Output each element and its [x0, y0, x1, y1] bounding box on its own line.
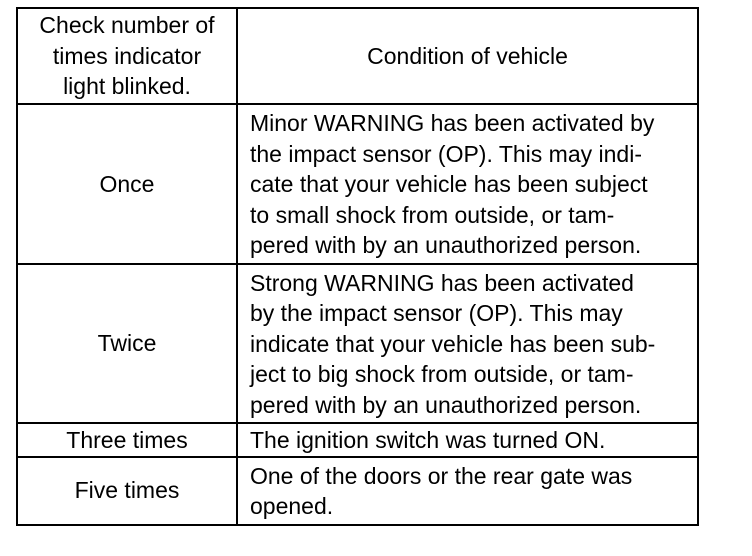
blink-count-cell: Once [17, 104, 237, 264]
indicator-blink-table [16, 7, 699, 526]
table-row [17, 264, 698, 424]
table-row [17, 457, 698, 525]
condition-cell: One of the doors or the rear gate was opened. [237, 457, 698, 525]
table-row [17, 423, 698, 457]
condition-cell: The ignition switch was turned ON. [237, 423, 698, 457]
blink-count-cell: Five times [17, 457, 237, 525]
blink-count-cell: Twice [17, 264, 237, 424]
blink-count-cell: Three times [17, 423, 237, 457]
header-blink-count: Check number of times indicator light blinked. [17, 8, 237, 104]
table-header-row [17, 8, 698, 104]
condition-cell: Minor WARNING has been activated by the impact sensor (OP). This may indi- cate that your vehicle has been subject to small shock from outside, or tam- pered with by an unauthorized person. [237, 104, 698, 264]
table-row [17, 104, 698, 264]
condition-cell: Strong WARNING has been activated by the impact sensor (OP). This may indicate that your vehicle has been sub- ject to big shock from outside, or tam- pered with by an unauthorized person. [237, 264, 698, 424]
header-vehicle-condition: Condition of vehicle [237, 8, 698, 104]
